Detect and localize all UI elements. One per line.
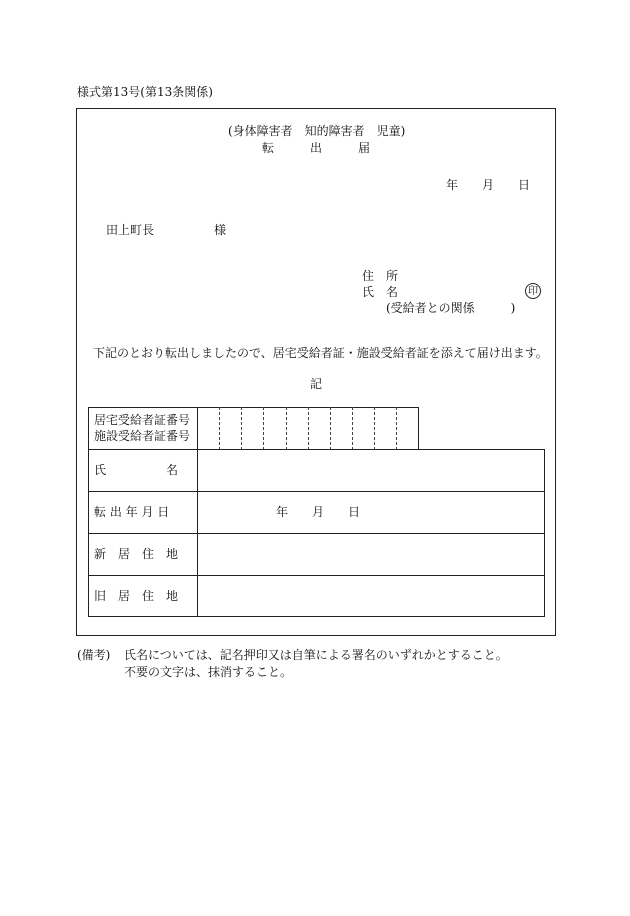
row-value-moveout-date: 年 月 日: [276, 505, 361, 519]
digit-slot-3: [263, 407, 264, 450]
row-label-moveout-date: 転 出 年 月 日: [94, 505, 170, 519]
cert-label-facility: 施設受給者証番号: [94, 429, 191, 443]
digit-slot-2: [241, 407, 242, 450]
digit-slot-5: [308, 407, 309, 450]
addressee: 田上町長 様: [106, 223, 227, 237]
cert-divider: [197, 407, 198, 450]
cert-label-home: 居宅受給者証番号: [94, 413, 191, 427]
digit-slot-4: [286, 407, 287, 450]
row-label-new-address: 新 居 住 地: [94, 547, 179, 561]
name-label: 氏 名: [362, 285, 399, 299]
seal-mark: 印: [525, 283, 541, 299]
digit-slot-9: [396, 407, 397, 450]
table-row-divider: [88, 533, 545, 534]
date-line: 年 月 日: [446, 178, 531, 192]
form-number-label: 様式第13号(第13条関係): [77, 85, 213, 99]
form-title: 転 出 届: [262, 141, 371, 155]
digit-slot-7: [352, 407, 353, 450]
notes-line-2: 不要の文字は、抹消すること。: [124, 665, 293, 679]
notes-line-1: 氏名については、記名押印又は自筆による署名のいずれかとすること。: [124, 648, 508, 662]
address-label: 住 所: [362, 269, 399, 283]
digit-slot-6: [330, 407, 331, 450]
digit-slot-8: [374, 407, 375, 450]
relation-label: (受給者との関係 ): [386, 301, 516, 315]
ki-heading: 記: [310, 377, 323, 391]
table-row-divider: [88, 491, 545, 492]
digit-slot-1: [219, 407, 220, 450]
form-subtitle: (身体障害者 知的障害者 児童): [228, 124, 406, 138]
table-row-divider: [88, 575, 545, 576]
notes-label: (備考): [77, 648, 111, 662]
body-statement: 下記のとおり転出しましたので、居宅受給者証・施設受給者証を添えて届け出ます。: [93, 346, 548, 360]
row-label-name: 氏 名: [94, 463, 179, 477]
row-label-old-address: 旧 居 住 地: [94, 589, 179, 603]
